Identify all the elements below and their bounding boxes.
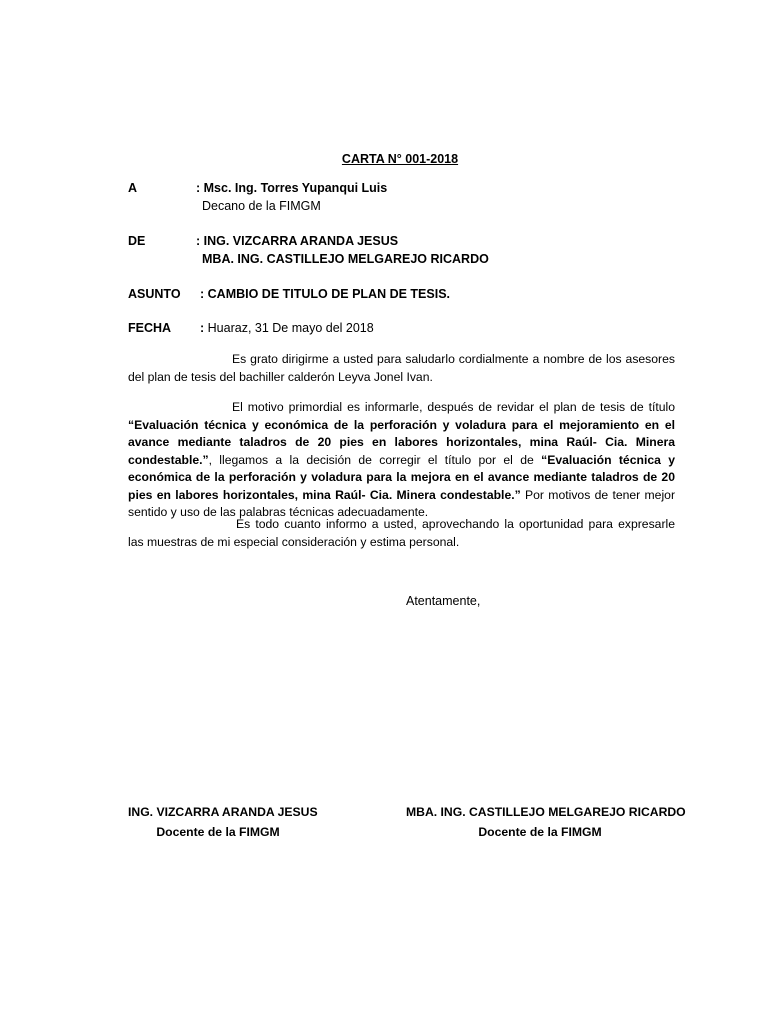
subject-text: : CAMBIO DE TITULO DE PLAN DE TESIS.	[200, 287, 451, 301]
date-value-wrap	[200, 320, 374, 336]
subject-label: ASUNTO	[128, 287, 181, 301]
recipient-role: Decano de la FIMGM	[202, 199, 321, 213]
date-value: Huaraz, 31 De mayo del 2018	[204, 321, 374, 335]
signature-1-role: Docente de la FIMGM	[156, 825, 280, 839]
recipient-name: : Msc. Ing. Torres Yupanqui Luis	[196, 181, 388, 195]
signature-2-role: Docente de la FIMGM	[478, 825, 602, 839]
signature-2-name: MBA. ING. CASTILLEJO MELGAREJO RICARDO	[406, 805, 686, 819]
signature-block-1	[128, 802, 318, 842]
date-label: FECHA	[128, 321, 172, 335]
paragraph-farewell	[128, 516, 675, 551]
sender-label: DE	[128, 234, 146, 248]
new-thesis-title: “Evaluación técnica y económica de la perforación y voladura para la mejora en el avance mediante taladros de 20 pies en labores horizontales, mina Raúl- Cia. Minera condestable.”	[128, 452, 675, 502]
signature-block-2	[406, 802, 686, 842]
recipient-label: A	[128, 181, 138, 195]
paragraph-reason-middle: , llegamos a la decisión de corregir el título por el de	[208, 452, 542, 467]
paragraph-greeting	[128, 351, 675, 386]
paragraph-reason	[128, 399, 675, 522]
paragraph-reason-end: Por motivos de tener mejor sentido y uso de las palabras técnicas adecuadamente.	[128, 487, 676, 519]
date-colon: :	[200, 321, 205, 335]
signature-1-name: ING. VIZCARRA ARANDA JESUS	[128, 805, 318, 819]
paragraph-farewell-text: Es todo cuanto informo a usted, aprovechando la oportunidad para expresarle las muestras de mi especial consideración y estima personal.	[128, 517, 675, 549]
sender-name-2: MBA. ING. CASTILLEJO MELGAREJO RICARDO	[202, 252, 489, 266]
closing-text: Atentamente,	[406, 594, 481, 608]
paragraph-reason-intro: El motivo primordial es informarle, después de revidar el plan de tesis de título	[232, 400, 675, 414]
letter-title: CARTA N° 001-2018	[341, 152, 459, 166]
old-thesis-title: “Evaluación técnica y económica de la perforación y voladura para el mejoramiento en el avance mediante taladros de 20 pies en labores horizontales, mina Raúl- Cia. Minera condestable.”	[128, 417, 675, 467]
sender-name-1: : ING. VIZCARRA ARANDA JESUS	[196, 234, 399, 248]
paragraph-greeting-text: Es grato dirigirme a usted para saludarlo cordialmente a nombre de los asesores del plan de tesis del bachiller calderón Leyva Jonel Ivan.	[128, 352, 675, 384]
